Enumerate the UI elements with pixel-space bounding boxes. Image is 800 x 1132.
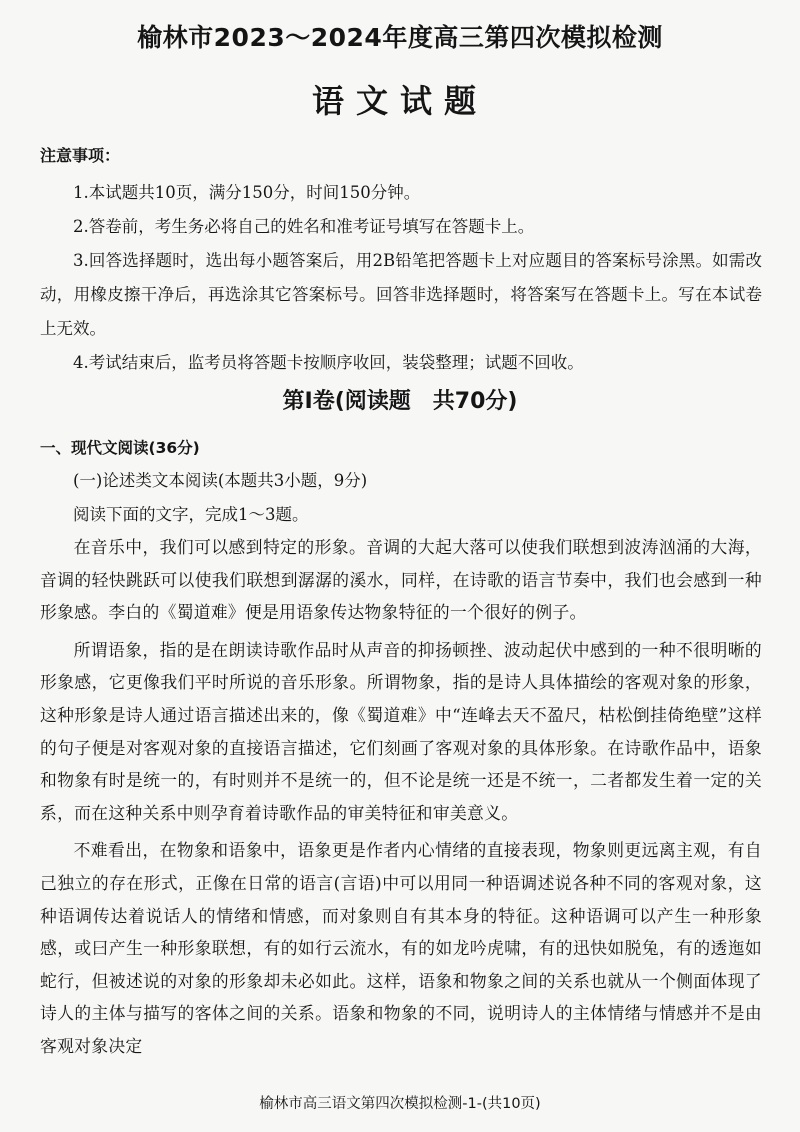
notice-section — [40, 146, 762, 380]
notice-item: 3.回答选择题时，选出每小题答案后，用2B铅笔把答题卡上对应题目的答案标号涂黑。如需改动，用橡皮擦干净后，再选涂其它答案标号。回答非选择题时，将答案写在答题卡上。写在本试卷上无效。 — [40, 251, 762, 338]
section-subheading: (一)论述类文本阅读(本题共3小题，9分) — [73, 471, 368, 490]
exam-title: 榆林市2023～2024年度高三第四次模拟检测 — [137, 23, 663, 52]
notice-item: 4.考试结束后，监考员将答题卡按顺序收回，装袋整理；试题不回收。 — [73, 353, 584, 372]
subject-title: 语文试题 — [311, 82, 488, 120]
passage-paragraph: 所谓语象，指的是在朗读诗歌作品时从声音的抑扬顿挫、波动起伏中感到的一种不很明晰的形象感，它更像我们平时所说的音乐形象。所谓物象，指的是诗人具体描绘的客观对象的形象，这种形象是诗人通过语言描述出来的，像《蜀道难》中“连峰去天不盈尺，枯松倒挂倚绝壁”这样的句子便是对客观对象的直接语言描述，它们刻画了客观对象的具体形象。在诗歌作品中，语象和物象有时是统一的，有时则并不是统一的，但不论是统一还是不统一，二者都发生着一定的关系，而在这种关系中则孕育着诗歌作品的审美特征和审美意义。 — [40, 639, 762, 823]
reading-section — [40, 432, 762, 532]
page-footer: 榆林市高三语文第四次模拟检测-1-(共10页) — [259, 1096, 541, 1112]
section-heading: 一、现代文阅读(36分) — [40, 439, 200, 457]
notice-item: 2.答卷前，考生务必将自己的姓名和准考证号填写在答题卡上。 — [73, 217, 535, 236]
notice-item: 1.本试题共10页，满分150分，时间150分钟。 — [73, 183, 421, 202]
passage-paragraph: 在音乐中，我们可以感到特定的形象。音调的大起大落可以使我们联想到波涛汹涌的大海，音调的轻快跳跃可以使我们联想到潺潺的溪水，同样，在诗歌的语言节奏中，我们也会感到一种形象感。李白的《蜀道难》便是用语象传达物象特征的一个很好的例子。 — [40, 537, 762, 623]
part-heading: 第Ⅰ卷(阅读题 共70分) — [282, 389, 518, 414]
reading-passage — [40, 531, 762, 1068]
passage-paragraph: 不难看出，在物象和语象中，语象更是作者内心情绪的直接表现，物象则更远离主观，有自己独立的存在形式，正像在日常的语言(言语)中可以用同一种语调述说各种不同的客观对象，这种语调传达着说话人的情绪和情感，而对象则自有其本身的特征。这种语调可以产生一种形象感，或曰产生一种形象联想，有的如行云流水，有的如龙吟虎啸，有的迅快如脱兔，有的透迤如蛇行，但被述说的对象的形象却未必如此。这样，语象和物象之间的关系也就从一个侧面体现了诗人的主体与描写的客体之间的关系。语象和物象的不同，说明诗人的主体情绪与情感并不是由客观对象决定 — [40, 840, 762, 1056]
section-instruction: 阅读下面的文字，完成1～3题。 — [73, 505, 309, 524]
notice-heading: 注意事项： — [40, 146, 121, 165]
